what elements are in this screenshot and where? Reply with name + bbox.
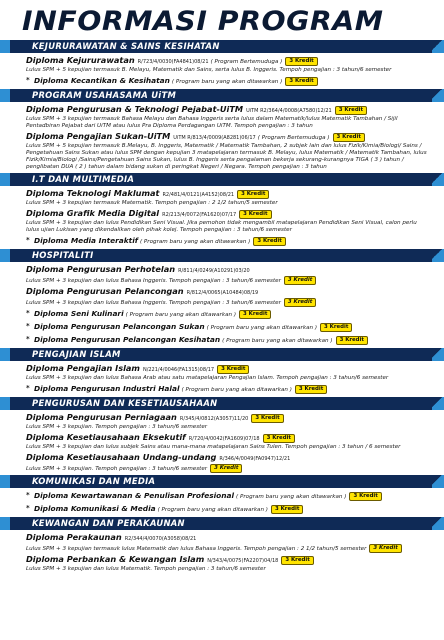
kredit-badge: 3 Kredit: [285, 57, 317, 66]
program-heading-line: [26, 413, 432, 424]
program-name: Diploma Pengurusan Perhotelan: [26, 264, 176, 274]
program-name: Diploma Perbankan & Kewangan Islam: [26, 554, 205, 564]
program-bullet-item: [0, 76, 444, 89]
program-code: R/723/4/0030(FA4841)08/21: [137, 59, 209, 65]
program-requirements: [26, 220, 432, 234]
program-code: N/343/4/0075(FA2207)04/18: [207, 558, 279, 564]
program-name: Diploma Kesetiausahaan Undang-undang: [26, 452, 217, 462]
kredit-badge: 3 Kredit: [284, 298, 316, 307]
requirements-text: Lulus SPM + 3 kepujian dan lulus Bahasa Inggeris. Tempoh pengajian : 3 tahun/6 semester: [26, 278, 281, 284]
program-note: ( Program baru yang akan ditawarkan ): [222, 338, 333, 344]
section-header-band: [0, 89, 444, 102]
program-note: ( Program Bertemuduga ): [257, 135, 330, 141]
program-requirements: [26, 200, 432, 207]
program-list: [0, 40, 444, 575]
kredit-badge: 3 Kredit: [210, 464, 242, 473]
program-item: [0, 56, 444, 76]
requirements-text: Lulus SPM + 3 kepujian dan lulus Bahasa Arab atau satu matapelajaran Pengajian Islam. Tempoh pengajian : 3 tahun/6 semester: [26, 375, 389, 381]
program-item: [0, 209, 444, 236]
section-title: KEWANGAN DAN PERAKAUNAN: [32, 518, 185, 528]
program-requirements: [26, 424, 432, 431]
program-section: [0, 40, 444, 89]
program-section: [0, 89, 444, 173]
section-title: KOMUNIKASI DAN MEDIA: [32, 476, 156, 486]
program-code: R2/481/4/0121(A4152)08/21: [162, 192, 235, 198]
program-requirements: [26, 116, 432, 130]
program-name: Diploma Kecantikan & Kesihatan: [34, 76, 170, 85]
kredit-badge: 3 Kredit: [271, 505, 303, 514]
program-heading-line: [34, 236, 432, 247]
program-note: ( Program baru yang akan ditawarkan ): [139, 239, 251, 245]
program-item: [0, 364, 444, 384]
program-requirements: [26, 464, 432, 473]
kredit-badge: 3 Kredit: [295, 385, 327, 394]
program-note: ( Program baru yang akan ditawarkan ): [171, 79, 283, 85]
program-heading-line: [34, 322, 432, 333]
program-name: Diploma Kesetiausahaan Eksekutif: [26, 432, 186, 442]
program-section: [0, 173, 444, 249]
program-name: Diploma Pengurusan Pelancongan Sukan: [34, 322, 205, 331]
program-section: [0, 475, 444, 517]
program-bullet-item: [0, 322, 444, 335]
kredit-badge: 3 Kredit: [217, 365, 249, 374]
page-title: INFORMASI PROGRAM: [22, 6, 384, 37]
program-requirements: [26, 566, 432, 573]
kredit-badge: 3 Kredit: [349, 492, 381, 501]
requirements-text: Lulus SPM + 3 kepujian dan lulus Bahasa Inggeris. Tempoh pengajian : 3 tahun/6 semester: [26, 300, 281, 306]
program-note: ( Program baru yang akan ditawarkan ): [125, 312, 237, 318]
program-code: R/720/4/0042(FA1609)07/18: [188, 436, 260, 442]
program-code: R/812/4/0065(A10484)08/19: [186, 290, 259, 296]
program-code: R2/213/4/0072(FA1620)07/17: [162, 212, 237, 218]
program-name: Diploma Kejururawatan: [26, 55, 135, 65]
section-title: PENGAJIAN ISLAM: [32, 349, 121, 359]
section-title: PROGRAM USAHASAMA UiTM: [32, 90, 177, 100]
requirements-text: Lulus SPM + 5 kepujian termasuk B. Melayu, Matematik dan Sains, serta lulus B. Inggeris. Tempoh pengajian : 3 tahun/6 semester: [26, 67, 392, 73]
program-name: Diploma Pengurusan Pelancongan Kesihatan: [34, 335, 221, 344]
program-item: [0, 132, 444, 173]
program-name: Diploma Pengurusan Industri Halal: [34, 384, 180, 393]
program-name: Diploma Grafik Media Digital: [26, 208, 160, 218]
kredit-badge: 3 Kredit: [335, 106, 367, 115]
program-item: [0, 533, 444, 555]
program-heading-line: [34, 384, 432, 395]
program-item: [0, 433, 444, 453]
program-bullet-item: [0, 335, 444, 348]
program-name: Diploma Media Interaktif: [34, 236, 138, 245]
program-code: UiTM R2/364/4/0008(A7580)12/21: [246, 108, 332, 114]
section-header-band: [0, 397, 444, 410]
kredit-badge: 3 Kredit: [253, 237, 285, 246]
program-name: Diploma Pengurusan Pelancongan: [26, 286, 184, 296]
program-note: ( Program baru yang akan ditawarkan ): [181, 387, 292, 393]
section-title: KEJURURAWATAN & SAINS KESIHATAN: [32, 41, 220, 51]
section-header-band: [0, 348, 444, 361]
kredit-badge: 3 Kredit: [239, 310, 271, 319]
section-title: I.T DAN MULTIMEDIA: [32, 174, 135, 184]
requirements-text: Lulus SPM + 3 kepujian termasuk Bahasa Melayu dan Bahasa Inggeris serta lulus dalam Matematik/lulus Matematik Tambahan / Sijil Pentadbiran Pejabat dari UiTM atau lulus Pra Diploma Perdagangan UiTM. Tempoh pengajian : 3 tahun: [26, 116, 398, 129]
program-code: R/811/4/0249(A10291)03/20: [178, 268, 250, 274]
program-heading-line: [34, 76, 432, 87]
kredit-badge: 3 Kredit: [336, 336, 368, 345]
program-heading-line: [26, 533, 432, 544]
kredit-badge: 3 Kredit: [281, 556, 313, 565]
program-heading-line: [26, 287, 432, 298]
program-item: [0, 453, 444, 475]
program-section: [0, 249, 444, 348]
program-bullet-item: [0, 309, 444, 322]
program-heading-line: [26, 105, 432, 116]
program-code: R/345/4/0812(A3057)11/20: [179, 416, 249, 422]
program-item: [0, 105, 444, 132]
program-name: Diploma Seni Kulinari: [34, 309, 124, 318]
requirements-text: Lulus SPM + 3 kepujian dan lulus Pendidikan Seni Visual. Jika pemohon tidak mengambil matapelajaran Pendidikan Seni Visual, calon perlu lulus ujian Lukisan yang dikendalikan oleh pihak kolej. Tempoh pengajian : 3 tahun/6 semester: [26, 220, 417, 233]
program-bullet-item: [0, 236, 444, 249]
program-name: Diploma Pengurusan & Teknologi Pejabat-UiTM: [26, 104, 244, 114]
program-item: [0, 413, 444, 433]
program-name: Diploma Pengajian Sukan-UiTM: [26, 131, 171, 141]
kredit-badge: 3 Kredit: [239, 210, 271, 219]
kredit-badge: 3 Kredit: [284, 276, 316, 285]
program-requirements: [26, 143, 432, 171]
program-name: Diploma Kewartawanan & Penulisan Profesional: [34, 491, 235, 500]
program-heading-line: [26, 56, 432, 67]
kredit-badge: 3 Kredit: [263, 434, 295, 443]
kredit-badge: 3 Kredit: [237, 190, 269, 199]
program-code: R/346/4/0049(FA0947)12/21: [219, 456, 291, 462]
program-item: [0, 189, 444, 209]
requirements-text: Lulus SPM + 3 kepujian. Tempoh pengajian : 3 tahun/6 semester: [26, 466, 208, 472]
program-code: N/221/4/0046(FA1315)08/17: [142, 367, 215, 373]
program-name: Diploma Perakaunan: [26, 532, 122, 542]
program-note: ( Program baru yang akan ditawarkan ): [236, 494, 347, 500]
program-section: [0, 348, 444, 397]
program-requirements: [26, 276, 432, 285]
kredit-badge: 3 Kredit: [285, 77, 317, 86]
section-header-band: [0, 475, 444, 488]
program-requirements: [26, 67, 432, 74]
kredit-badge: 3 Kredit: [320, 323, 352, 332]
program-note: ( Program baru yang akan ditawarkan ): [206, 325, 318, 331]
program-note: ( Program baru yang akan ditawarkan ): [157, 507, 268, 513]
program-requirements: [26, 444, 432, 451]
requirements-text: Lulus SPM + 3 kepujian. Tempoh pengajian : 3 tahun/6 semester: [26, 424, 208, 430]
requirements-text: Lulus SPM + 3 kepujian termasuk lulus Matematik dan lulus Bahasa Inggeris. Tempoh pengajian : 2 1/2 tahun/5 semester: [26, 546, 367, 552]
program-bullet-item: [0, 504, 444, 517]
requirements-text: Lulus SPM + 3 kepujian dan lulus subjek Sains atau mana-mana matapelajaran Sains Tulen. Tempoh pengajian : 3 tahun / 6 semester: [26, 444, 401, 450]
program-name: Diploma Komunikasi & Media: [34, 504, 156, 513]
program-heading-line: [26, 189, 432, 200]
requirements-text: Lulus SPM + 3 kepujian dan lulus Matematik. Tempoh pengajian : 3 tahun/6 semester: [26, 566, 266, 572]
program-item: [0, 555, 444, 575]
program-heading-line: [34, 504, 432, 515]
program-heading-line: [26, 453, 432, 464]
section-header-band: [0, 40, 444, 53]
program-section: [0, 517, 444, 575]
kredit-badge: 3 Kredit: [369, 544, 401, 553]
program-heading-line: [34, 309, 432, 320]
kredit-badge: 3 Kredit: [333, 133, 365, 142]
requirements-text: Lulus SPM + 3 kepujian termasuk Matematik. Tempoh pengajian : 2 1/2 tahun/5 semester: [26, 200, 278, 206]
program-heading-line: [34, 491, 432, 502]
section-title: PENGURUSAN DAN KESETIAUSAHAAN: [32, 398, 218, 408]
program-bullet-item: [0, 384, 444, 397]
program-heading-line: [26, 132, 432, 143]
program-requirements: [26, 375, 432, 382]
program-note: ( Program Bertemuduga ): [210, 59, 283, 65]
section-header-band: [0, 173, 444, 186]
program-requirements: [26, 544, 432, 553]
program-heading-line: [26, 265, 432, 276]
program-heading-line: [26, 433, 432, 444]
section-header-band: [0, 249, 444, 262]
program-code: UiTM R/813/4/0009(A8281)06/17: [173, 135, 256, 141]
program-heading-line: [26, 364, 432, 375]
program-code: R2/344/4/0070(A3058)08/21: [124, 536, 197, 542]
requirements-text: Lulus SPM + 5 kepujian termasuk B.Melayu, B. Inggeris, Matematik / Matematik Tambahan, 2 subjek lain dan lulus Fizik/Kimia/Biologi/ Sains / Pengetahuan Sains Sukan atau lulus SPM dengan kepujian 3 matapelajaran termasuk B. Melayu, lulus Matematik / Matematik Tambahan, lulus Fizik/Kimia/Biologi /Sains/Pengetahuan Sains Sukan, lulus B. Inggeris serta pengalaman bekerja sekurang-kurangnya TIGA ( 3 ) tahun / penglibatan DUA ( 2 ) tahun dalam bidang sukan di peringkat Negeri / Negara. Tempoh pengajian : 3 tahun: [26, 143, 427, 170]
program-requirements: [26, 298, 432, 307]
program-item: [0, 287, 444, 309]
program-section: [0, 397, 444, 475]
program-name: Diploma Pengurusan Perniagaan: [26, 412, 177, 422]
section-header-band: [0, 517, 444, 530]
section-title: HOSPITALITI: [32, 250, 94, 260]
program-heading-line: [34, 335, 432, 346]
program-heading-line: [26, 209, 432, 220]
program-name: Diploma Teknologi Maklumat: [26, 188, 160, 198]
program-heading-line: [26, 555, 432, 566]
program-name: Diploma Pengajian Islam: [26, 363, 140, 373]
program-item: [0, 265, 444, 287]
program-bullet-item: [0, 491, 444, 504]
kredit-badge: 3 Kredit: [251, 414, 283, 423]
